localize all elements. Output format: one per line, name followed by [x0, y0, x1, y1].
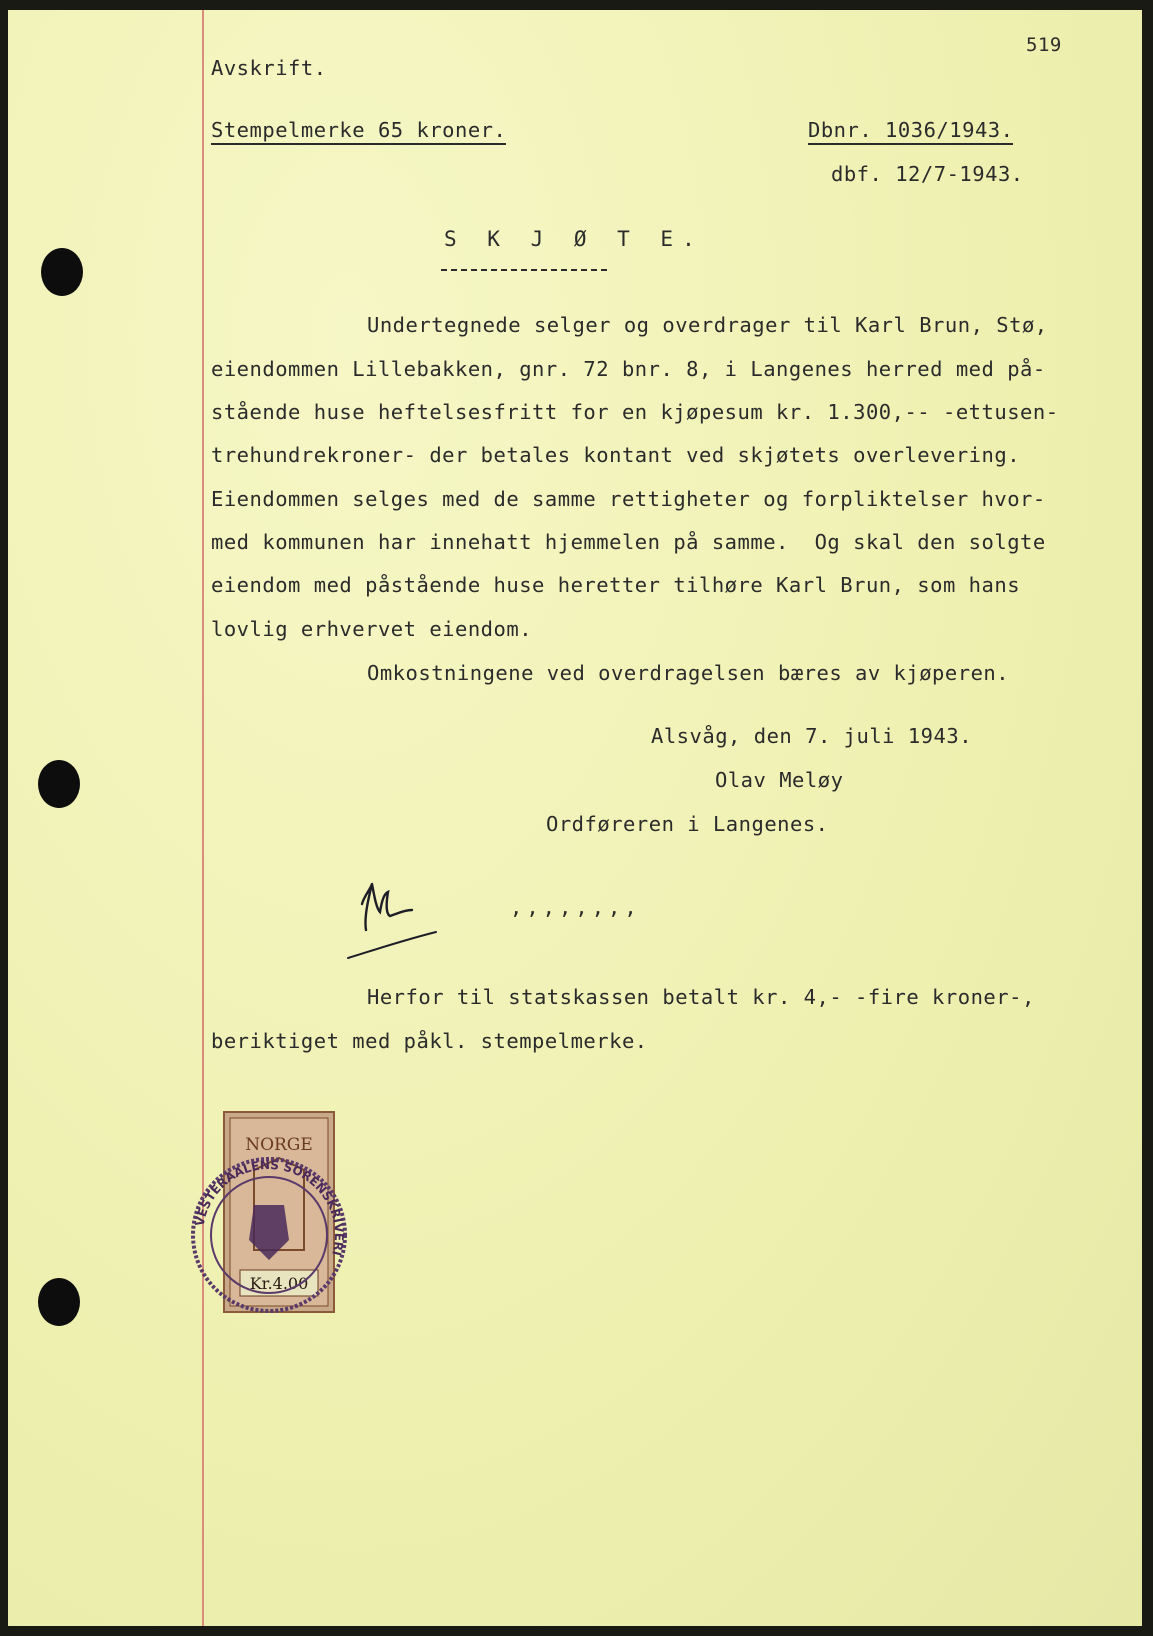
stamp-value-line: Stempelmerke 65 kroner.	[211, 118, 506, 145]
place-date: Alsvåg, den 7. juli 1943.	[651, 724, 973, 748]
dbf-line: dbf. 12/7-1943.	[831, 162, 1024, 186]
body-line: Eiendommen selges med de samme rettigheter og forpliktelser hvor-	[211, 487, 1046, 511]
ditto-marks: ,,,,,,,,	[510, 895, 641, 919]
margin-rule	[202, 10, 204, 1626]
stamp-postmark: VESTERAALENS SORENSKRIVERI	[192, 1157, 347, 1258]
body-line: med kommunen har innehatt hjemmelen på samme. Og skal den solgte	[211, 530, 1046, 554]
costs-line: Omkostningene ved overdragelsen bæres av kjøperen.	[367, 661, 1010, 685]
body-line: Undertegnede selger og overdrager til Karl Brun, Stø,	[367, 313, 1048, 337]
dbnr-line: Dbnr. 1036/1943.	[808, 118, 1013, 145]
signatory-title: Ordføreren i Langenes.	[546, 812, 829, 836]
fee-line: Herfor til statskassen betalt kr. 4,- -fire kroner-,	[367, 985, 1035, 1009]
body-line: lovlig erhvervet eiendom.	[211, 617, 533, 641]
revenue-stamp	[184, 1110, 354, 1334]
copy-label: Avskrift.	[211, 56, 327, 80]
document-title: S K J Ø T E.	[444, 227, 704, 251]
body-line: stående huse heftelsesfritt for en kjøpesum kr. 1.300,-- -ettusen-	[211, 400, 1059, 424]
punch-hole	[41, 248, 83, 296]
body-line: eiendommen Lillebakken, gnr. 72 bnr. 8, i Langenes herred med på-	[211, 357, 1046, 381]
punch-hole	[38, 760, 80, 808]
signatory-name: Olav Meløy	[715, 768, 844, 792]
handwritten-initials	[344, 870, 444, 970]
page-number: 519	[1026, 34, 1062, 56]
stamp-value: Kr.4.00	[249, 1274, 309, 1293]
punch-hole	[38, 1278, 80, 1326]
body-line: eiendom med påstående huse heretter tilhøre Karl Brun, som hans	[211, 573, 1021, 597]
fee-line: beriktiget med påkl. stempelmerke.	[211, 1029, 648, 1053]
body-line: trehundrekroner- der betales kontant ved skjøtets overlevering.	[211, 443, 1021, 467]
stamp-country: NORGE	[245, 1135, 313, 1155]
document-page	[8, 10, 1142, 1626]
title-underline	[441, 269, 607, 271]
